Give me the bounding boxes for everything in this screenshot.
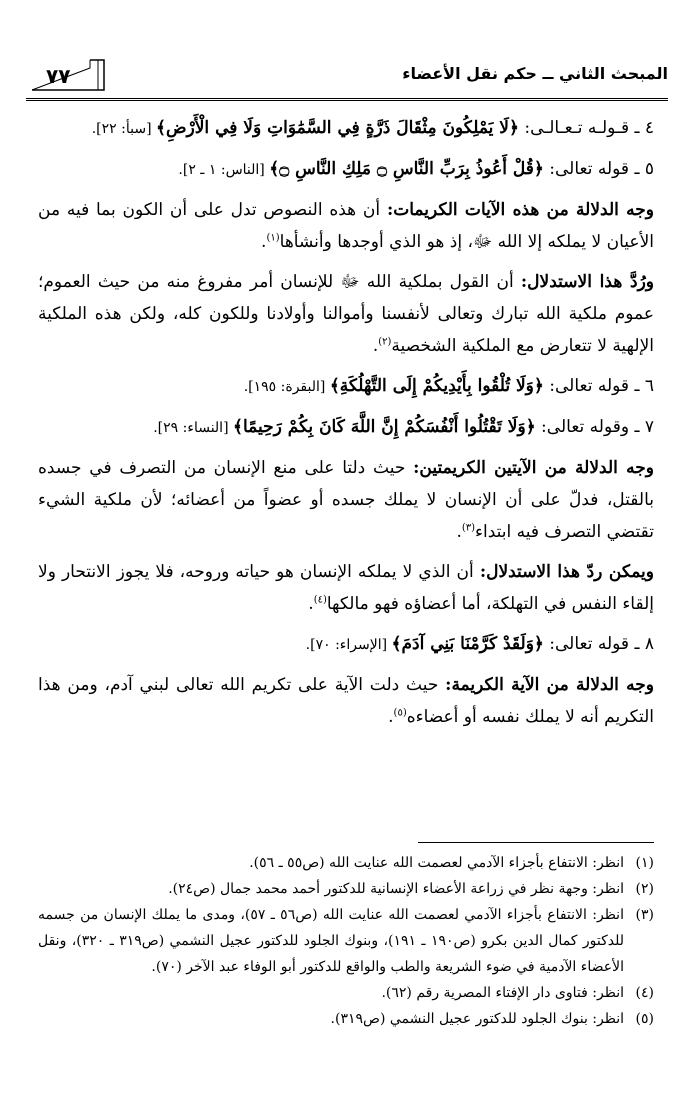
paragraph-p3 <box>38 194 654 258</box>
paragraph-p10 <box>38 669 654 733</box>
text-run: ٦ ـ قوله تعالى: <box>543 376 654 396</box>
lead-phrase: ويمكن ردّ هذا الاستدلال: <box>479 562 654 582</box>
lead-phrase: وجه الدلالة من الآية الكريمة: <box>445 675 654 695</box>
paragraph-p1 <box>38 112 654 145</box>
text-run: ٧ ـ وقوله تعالى: <box>535 417 654 437</box>
lead-phrase: وجه الدلالة من هذه الآيات الكريمات: <box>386 200 654 220</box>
footnote-marker: (١) <box>266 232 280 244</box>
paragraph-p5 <box>38 370 654 403</box>
text-run: أن الذي لا يملكه الإنسان هو حياته وروحه، فلا يجوز الانتحار ولا إلقاء النفس في التهلكة، أما أعضاؤه فهو مالكها <box>38 562 654 614</box>
paragraph-p7 <box>38 452 654 548</box>
running-title: المبحث الثاني ــ حكم نقل الأعضاء <box>402 64 668 83</box>
text-run: حيث دلتا على منع الإنسان من التصرف في جسده بالقتل، فدلّ على أن الإنسان لا يملك جسده أو عضواً من أعضائه؛ لأن ملكية الشيء تقتضي التصرف فيه ابتداء <box>38 458 654 542</box>
text-run: حيث دلت الآية على تكريم الله تعالى لبني آدم، ومن هذا التكريم أنه لا يملك نفسه أو أعضاءه <box>38 675 654 727</box>
footnote-text: انظر: الانتفاع بأجزاء الآدمي لعصمت الله عنايت الله (ص٥٦ ـ ٥٧)، ومدى ما يملك الإنسان من جسمه للدكتور كمال الدين بكرو (ص١٩٠ ـ ١٩١)، وبنوك الجلود للدكتور عجيل النشمي (ص٣١٩ ـ ٣٢٠)، ونقل الأعضاء الآدمية في ضوء الشريعة والطب والواقع للدكتور أبو الوفاء عبد الآخر (٧٠). <box>38 907 624 975</box>
footnote-text: انظر: بنوك الجلود للدكتور عجيل النشمي (ص٣١٩). <box>330 1011 624 1027</box>
verse-reference: [الإسراء: ٧٠]. <box>305 637 392 653</box>
text-run: ٨ ـ قوله تعالى: <box>543 634 654 654</box>
quran-verse: ﴿وَلَقَدْ كَرَّمْنَا بَنِي آدَمَ﴾ <box>391 634 544 654</box>
text-run: . <box>456 522 462 542</box>
quran-verse: ﴿لَا يَمْلِكُونَ مِثْقَالَ ذَرَّةٍ فِي السَّمَٰوَاتِ وَلَا فِي الْأَرْضِ﴾ <box>156 118 519 138</box>
footnote-number: (٢) <box>635 881 654 897</box>
paragraph-p8 <box>38 556 654 620</box>
paragraph-p6 <box>38 411 654 444</box>
lead-phrase: وجه الدلالة من الآيتين الكريمتين: <box>413 458 654 478</box>
footnote-item <box>38 1006 654 1032</box>
footnote-number: (٥) <box>635 1011 654 1027</box>
footnote-marker: (٥) <box>393 707 407 719</box>
footnote-item <box>38 902 654 980</box>
text-run: ٥ ـ قوله تعالى: <box>543 159 654 179</box>
text-run: ٤ ـ قـولـه تـعـالـى: <box>518 118 654 138</box>
paragraph-p4 <box>38 266 654 362</box>
footnote-text: انظر: فتاوى دار الإفتاء المصرية رقم (٦٢). <box>381 985 624 1001</box>
text-run: . <box>308 594 314 614</box>
text-run: . <box>261 232 267 252</box>
paragraph-p9 <box>38 628 654 661</box>
footnote-number: (٤) <box>635 985 654 1001</box>
footnote-separator <box>418 842 654 843</box>
footnotes <box>38 850 654 1032</box>
text-run: . <box>388 707 394 727</box>
text-run: أن هذه النصوص تدل على أن الكون بما فيه من الأعيان لا يملكه إلا الله ﷻ، إذ هو الذي أوجدها وأنشأها <box>38 200 654 252</box>
footnote-marker: (٢) <box>378 336 392 348</box>
text-run: . <box>372 336 379 356</box>
footnote-marker: (٤) <box>313 594 327 606</box>
verse-reference: [النساء: ٢٩]. <box>153 420 233 436</box>
quran-verse: ﴿وَلَا تُلْقُوا بِأَيْدِيكُمْ إِلَى التَّهْلُكَةِ﴾ <box>329 376 544 396</box>
text-run: أن القول بملكية الله ﷻ للإنسان أمر مفروغ منه من حيث العموم؛ عموم ملكية الله تبارك وتعالى لأنفسنا وأموالنا وأولادنا وللكون كله، ولكن هذه الملكية الإلهية لا تتعارض مع الملكية الشخصية <box>38 272 654 356</box>
lead-phrase: ورُدَّ هذا الاستدلال: <box>520 272 654 292</box>
footnote-number: (٣) <box>635 907 654 923</box>
verse-reference: [سبأ: ٢٢]. <box>91 121 157 137</box>
quran-verse: ﴿وَلَا تَقْتُلُوا أَنْفُسَكُمْ إِنَّ اللَّهَ كَانَ بِكُمْ رَحِيمًا﴾ <box>232 417 536 437</box>
page-number: ٧٧ <box>46 64 71 88</box>
page-header <box>26 58 668 101</box>
footnote-text: انظر: الانتفاع بأجزاء الآدمي لعصمت الله عنايت الله (ص٥٥ ـ ٥٦). <box>249 855 624 871</box>
verse-reference: [الناس: ١ ـ ٢]. <box>178 162 270 178</box>
footnote-number: (١) <box>635 855 654 871</box>
paragraph-p2 <box>38 153 654 186</box>
footnote-text: انظر: وجهة نظر في زراعة الأعضاء الإنسانية للدكتور أحمد محمد جمال (ص٢٤). <box>168 881 624 897</box>
verse-reference: [البقرة: ١٩٥]. <box>243 379 330 395</box>
quran-verse: ﴿قُلْ أَعُوذُ بِرَبِّ النَّاسِ ۝ مَلِكِ النَّاسِ ۝﴾ <box>269 159 544 179</box>
footnote-item <box>38 980 654 1006</box>
footnote-item <box>38 876 654 902</box>
page-number-box <box>28 58 106 92</box>
footnote-item <box>38 850 654 876</box>
main-text <box>38 112 654 741</box>
footnote-marker: (٣) <box>461 522 476 534</box>
